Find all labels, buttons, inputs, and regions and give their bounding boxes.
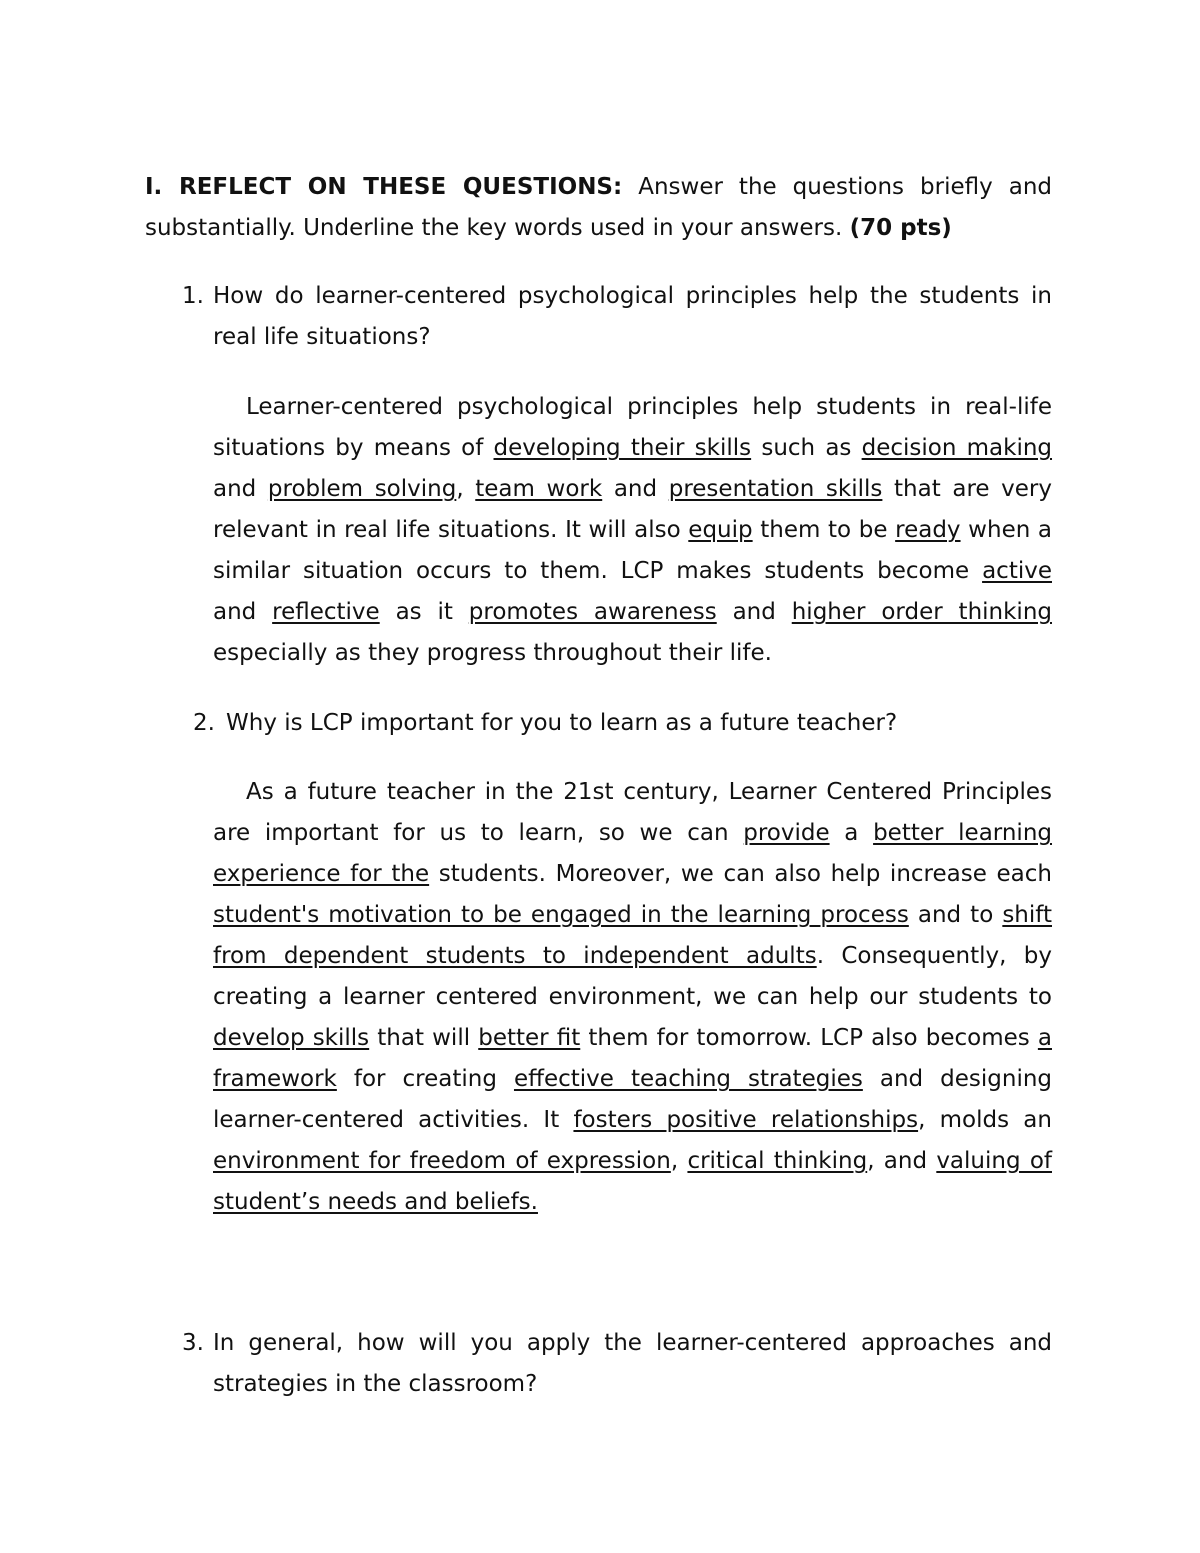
answer-text: As a future teacher in the 21st century, Learner Centered Principles are important for us to learn, so we can bbox=[213, 779, 1052, 846]
underlined-key-word: develop skills bbox=[213, 1025, 370, 1051]
section-heading: I. REFLECT ON THESE QUESTIONS: bbox=[145, 174, 623, 200]
answer-text: especially as they progress throughout their life. bbox=[213, 640, 772, 666]
underlined-key-word: active bbox=[982, 558, 1052, 584]
underlined-key-word: effective teaching strategies bbox=[513, 1066, 863, 1092]
underlined-key-word: presentation skills bbox=[668, 476, 883, 502]
question-number: 2. bbox=[193, 710, 215, 736]
answer-text: them to be bbox=[752, 517, 896, 543]
underlined-key-word: ready bbox=[895, 517, 961, 543]
answer-text: and bbox=[716, 599, 792, 625]
answer-text: and bbox=[213, 476, 268, 502]
underlined-key-word: team work bbox=[475, 476, 603, 502]
underlined-key-word: higher order thinking bbox=[791, 599, 1052, 625]
answer-text: , molds an bbox=[918, 1107, 1052, 1133]
underlined-key-word: equip bbox=[688, 517, 753, 543]
answer-text: , bbox=[456, 476, 476, 502]
underlined-key-word: fosters positive relationships bbox=[573, 1107, 919, 1133]
answer-text: and bbox=[602, 476, 669, 502]
underlined-key-word: provide bbox=[743, 820, 830, 846]
underlined-key-word: promotes awareness bbox=[468, 599, 717, 625]
answer-text: , bbox=[670, 1148, 688, 1174]
answer-text: as it bbox=[379, 599, 469, 625]
answer-text: when a similar situation occurs to them. LCP makes students become bbox=[213, 517, 1053, 584]
underlined-key-word: valuing of student’s needs and beliefs. bbox=[213, 1148, 1052, 1215]
underlined-key-word: critical thinking bbox=[687, 1148, 868, 1174]
answer-text: for creating bbox=[336, 1066, 514, 1092]
answer-text: that are very relevant in real life situations. It will also bbox=[213, 476, 1052, 543]
underlined-key-word: better learning experience for the bbox=[213, 820, 1052, 887]
question-text: In general, how will you apply the learner-centered approaches and strategies in the classroom? bbox=[213, 1330, 1052, 1397]
answer-text: and to bbox=[908, 902, 1003, 928]
question-number: 3. bbox=[182, 1330, 204, 1356]
question-text: How do learner-centered psychological principles help the students in real life situations? bbox=[213, 283, 1052, 350]
underlined-key-word: problem solving bbox=[267, 476, 457, 502]
answer-text: Learner-centered psychological principles help students in real-life situations by means of bbox=[213, 394, 1052, 461]
underlined-key-word: environment for freedom of expression bbox=[213, 1148, 671, 1174]
underlined-key-word: student's motivation to be engaged in the learning process bbox=[213, 902, 909, 928]
underlined-key-word: shift from dependent students to independent adults bbox=[213, 902, 1052, 969]
underlined-key-word: a framework bbox=[213, 1025, 1052, 1092]
answer-text: students. Moreover, we can also help increase each bbox=[429, 861, 1052, 887]
answer-paragraph bbox=[213, 387, 1052, 674]
answer-text: such as bbox=[751, 435, 862, 461]
underlined-key-word: reflective bbox=[272, 599, 380, 625]
answer-text: them for tomorrow. LCP also becomes bbox=[580, 1025, 1038, 1051]
answer-text: a bbox=[829, 820, 874, 846]
answer-text: and designing learner-centered activities. It bbox=[213, 1066, 1053, 1133]
answer-text: . Consequently, by creating a learner centered environment, we can help our students to bbox=[213, 943, 1052, 1010]
section-points: (70 pts) bbox=[849, 215, 952, 241]
answer-text: , and bbox=[867, 1148, 937, 1174]
underlined-key-word: developing their skills bbox=[493, 435, 752, 461]
question-text: Why is LCP important for you to learn as a future teacher? bbox=[226, 710, 898, 736]
question-number: 1. bbox=[182, 283, 204, 309]
answer-text: and bbox=[213, 599, 273, 625]
underlined-key-word: decision making bbox=[861, 435, 1053, 461]
section-instruction: Answer the questions briefly and substantially. Underline the key words used in your answers. bbox=[145, 174, 1052, 241]
answer-text: that will bbox=[369, 1025, 479, 1051]
underlined-key-word: better fit bbox=[478, 1025, 581, 1051]
section-instructions bbox=[145, 167, 1052, 249]
answer-paragraph bbox=[213, 772, 1052, 1223]
